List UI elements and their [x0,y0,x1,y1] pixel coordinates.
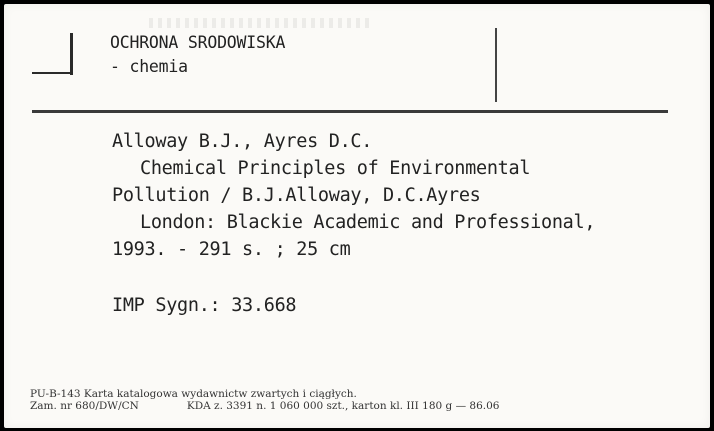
subject-heading [110,31,285,79]
footer-print-info: KDA z. 3391 n. 1 060 000 szt., karton kl. III 180 g — 86.06 [186,399,500,412]
bibliographic-entry [112,128,595,263]
header-separator [32,110,668,113]
entry-title-line-1: Chemical Principles of Environmental [140,158,531,179]
entry-title-line-2: Pollution / B.J.Alloway, D.C.Ayres [112,185,481,206]
catalog-card [4,4,710,428]
right-vertical-rule [495,28,497,102]
call-number: IMP Sygn.: 33.668 [112,295,297,316]
left-tick-rule [32,72,72,74]
footer-order-number: Zam. nr 680/DW/CN [30,399,139,412]
entry-collation: 1993. - 291 s. ; 25 cm [112,239,351,260]
left-vertical-rule [70,33,73,75]
subject-title: OCHRONA SRODOWISKA [110,33,286,52]
footer-line-1: PU-B-143 Karta katalogowa wydawnictw zwartych i ciągłych. [30,388,357,400]
printed-footer [30,389,499,412]
faint-smudge [149,18,369,28]
footer-line-2 [30,401,499,413]
subject-subheading: - chemia [110,57,188,76]
entry-publisher: London: Blackie Academic and Professional, [140,212,596,233]
entry-author: Alloway B.J., Ayres D.C. [112,131,373,152]
